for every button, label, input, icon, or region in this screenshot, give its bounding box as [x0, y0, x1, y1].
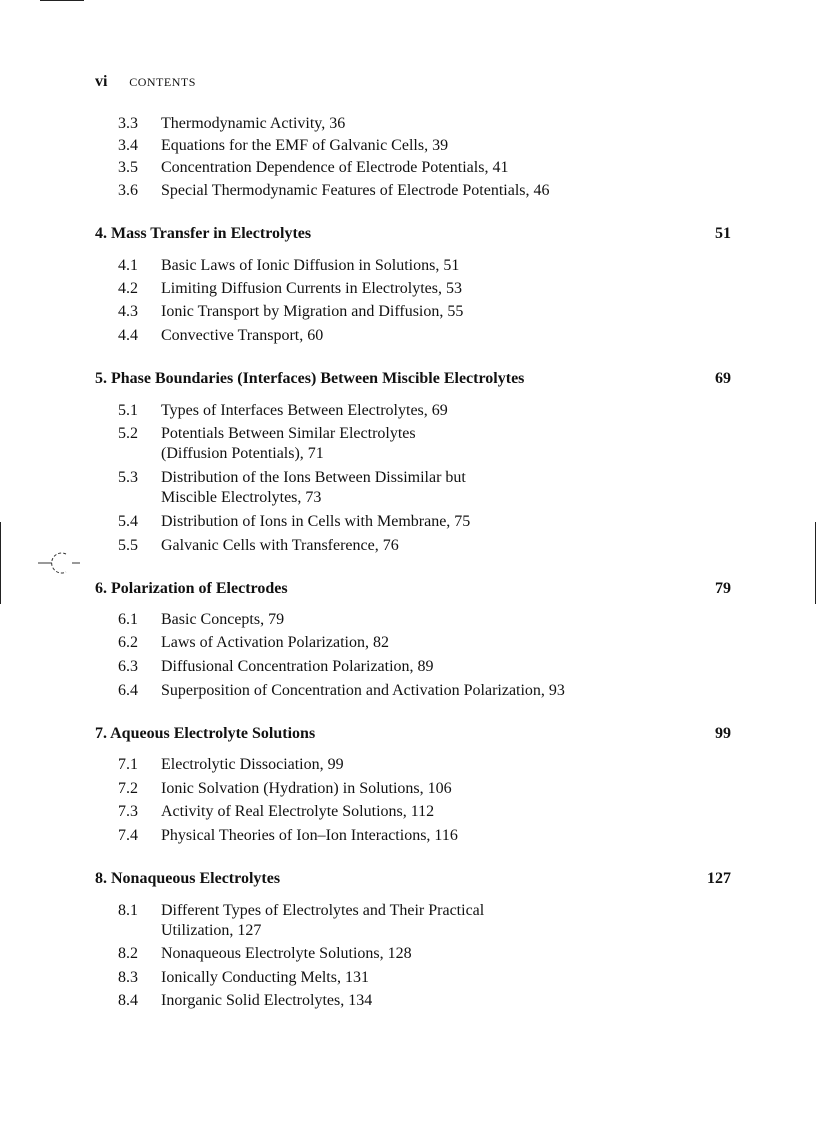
entry-title: Diffusional Concentration Polarization, 89 [161, 658, 434, 675]
entry-number: 5.3 [118, 469, 138, 486]
entry-title: Galvanic Cells with Transference, 76 [161, 537, 399, 554]
entry-title: Nonaqueous Electrolyte Solutions, 128 [161, 945, 412, 962]
entry-number: 4.4 [118, 327, 138, 344]
running-head-label: CONTENTS [129, 75, 196, 89]
entry-number: 4.1 [118, 257, 138, 274]
page-folio: vi [95, 73, 108, 90]
entry-number: 7.4 [118, 827, 138, 844]
entry-number: 6.1 [118, 611, 138, 628]
entry-title: Basic Laws of Ionic Diffusion in Solutions, 51 [161, 257, 460, 274]
entry-number: 8.4 [118, 992, 138, 1009]
entry-number: 5.4 [118, 513, 138, 530]
entry-number: 7.2 [118, 780, 138, 797]
entry-number: 6.2 [118, 634, 138, 651]
entry-title: Laws of Activation Polarization, 82 [161, 634, 389, 651]
entry-title: Potentials Between Similar Electrolytes [161, 425, 416, 442]
entry-number: 4.3 [118, 303, 138, 320]
chapter-page-number: 79 [715, 580, 731, 597]
entry-title: Ionically Conducting Melts, 131 [161, 969, 369, 986]
entry-number: 7.1 [118, 756, 138, 773]
entry-number: 5.5 [118, 537, 138, 554]
entry-title: Distribution of Ions in Cells with Membrane, 75 [161, 513, 471, 530]
entry-title: Superposition of Concentration and Activation Polarization, 93 [161, 682, 565, 699]
entry-title: Basic Concepts, 79 [161, 611, 285, 628]
entry-number: 4.2 [118, 280, 138, 297]
entry-title: Convective Transport, 60 [161, 327, 324, 344]
entry-title: Limiting Diffusion Currents in Electrolytes, 53 [161, 280, 462, 297]
entry-title: (Diffusion Potentials), 71 [161, 445, 324, 462]
entry-number: 6.4 [118, 682, 138, 699]
chapter-page-number: 51 [715, 225, 731, 242]
entry-title: Special Thermodynamic Features of Electrode Potentials, 46 [161, 182, 550, 199]
entry-title: Electrolytic Dissociation, 99 [161, 756, 344, 773]
entry-number: 3.3 [118, 115, 138, 132]
entry-title: Types of Interfaces Between Electrolytes, 69 [161, 402, 448, 419]
entry-title: Miscible Electrolytes, 73 [161, 489, 322, 506]
entry-number: 7.3 [118, 803, 138, 820]
entry-number: 8.1 [118, 902, 138, 919]
crop-mark-left [0, 522, 1, 604]
entry-number: 3.4 [118, 137, 138, 154]
entry-title: Ionic Transport by Migration and Diffusion, 55 [161, 303, 464, 320]
chapter-page-number: 127 [707, 870, 731, 887]
entry-title: Inorganic Solid Electrolytes, 134 [161, 992, 373, 1009]
entry-number: 8.2 [118, 945, 138, 962]
registration-mark-icon [36, 548, 82, 578]
entry-title: Physical Theories of Ion–Ion Interactions, 116 [161, 827, 458, 844]
chapter-heading: 6. Polarization of Electrodes [95, 580, 288, 597]
chapter-heading: 8. Nonaqueous Electrolytes [95, 870, 281, 887]
entry-number: 5.2 [118, 425, 138, 442]
entry-title: Concentration Dependence of Electrode Potentials, 41 [161, 159, 509, 176]
crop-mark-top [40, 0, 84, 1]
entry-title: Equations for the EMF of Galvanic Cells, 39 [161, 137, 449, 154]
entry-number: 5.1 [118, 402, 138, 419]
entry-title: Ionic Solvation (Hydration) in Solutions, 106 [161, 780, 452, 797]
entry-title: Distribution of the Ions Between Dissimilar but [161, 469, 466, 486]
entry-number: 8.3 [118, 969, 138, 986]
chapter-heading: 4. Mass Transfer in Electrolytes [95, 225, 312, 242]
entry-number: 3.6 [118, 182, 138, 199]
entry-title: Different Types of Electrolytes and Their Practical [161, 902, 485, 919]
entry-number: 3.5 [118, 159, 138, 176]
entry-number: 6.3 [118, 658, 138, 675]
chapter-page-number: 69 [715, 370, 731, 387]
chapter-heading: 5. Phase Boundaries (Interfaces) Between Miscible Electrolytes [95, 370, 525, 387]
entry-title: Thermodynamic Activity, 36 [161, 115, 346, 132]
chapter-page-number: 99 [715, 725, 731, 742]
entry-title: Utilization, 127 [161, 922, 262, 939]
running-head [95, 73, 196, 91]
chapter-heading: 7. Aqueous Electrolyte Solutions [95, 725, 316, 742]
entry-title: Activity of Real Electrolyte Solutions, 112 [161, 803, 435, 820]
